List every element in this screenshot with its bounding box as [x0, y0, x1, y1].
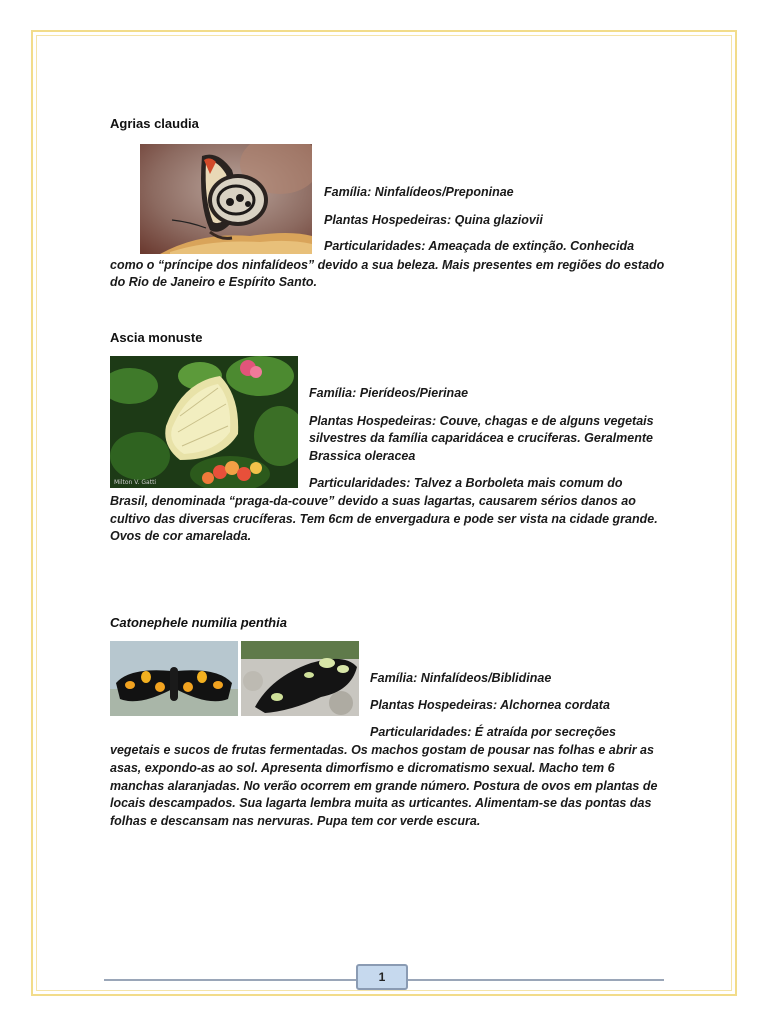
plantas-agrias-line-1: Plantas Hospedeiras: Quina glaziovii: [324, 213, 543, 227]
partic-catonephele-line-2: vegetais e sucos de frutas fermentadas. Os machos gostam de pousar nas folhas e abrir as: [110, 743, 654, 757]
partic-agrias-line-1: Particularidades: Ameaçada de extinção. Conhecida: [324, 239, 635, 253]
plantas-catonephele-line-1: Plantas Hospedeiras: Alchornea cordata: [370, 698, 610, 712]
plantas-ascia-line-3: Brassica oleracea: [309, 449, 416, 463]
partic-ascia-line-3: cultivo das diversas crucíferas. Tem 6cm de envergadura e pode ser vista na cidade grande.: [110, 512, 658, 526]
partic-ascia-line-2: Brasil, denominada “praga-da-couve” devido a suas lagartas, causarem sérios danos ao: [110, 494, 636, 508]
butterfly-agrias-illustration: [140, 144, 312, 254]
plantas-ascia-line-2: silvestres da família caparidácea e cruciferas. Geralmente: [309, 431, 653, 445]
photo-ascia-monuste: [110, 356, 298, 488]
familia-catonephele: Família: Ninfalídeos/Biblidinae: [370, 671, 552, 685]
species-title-ascia-monuste: Ascia monuste: [110, 330, 203, 345]
photo-agrias-claudia: [140, 144, 312, 254]
partic-catonephele-line-6: folhas e descansam nas nervuras. Pupa tem cor verde escura.: [110, 814, 481, 828]
butterfly-catonephele-female-illustration: [241, 641, 359, 716]
partic-agrias-line-2: como o “príncipe dos ninfalídeos” devido a sua beleza. Mais presentes em regiões do estado: [110, 258, 665, 272]
familia-ascia: Família: Pierídeos/Pierinae: [309, 386, 469, 400]
partic-catonephele-line-5: locais descampados. Sua lagarta lembra muita as urticantes. Alimentam-se das pontas das: [110, 796, 652, 810]
photo-catonephele-male: [110, 641, 238, 716]
page-number: 1: [356, 964, 408, 990]
photo-catonephele-female: [241, 641, 359, 716]
familia-agrias: Família: Ninfalídeos/Preponinae: [324, 185, 514, 199]
plantas-ascia-line-1: Plantas Hospedeiras: Couve, chagas e de alguns vegetais: [309, 414, 654, 428]
partic-agrias-line-3: do Rio de Janeiro e Espírito Santo.: [110, 275, 317, 289]
species-title-agrias-claudia: Agrias claudia: [110, 116, 199, 131]
partic-catonephele-line-3: asas, expondo-as ao sol. Apresenta dimorfismo e dicromatismo sexual. Macho tem 6: [110, 761, 615, 775]
partic-ascia-line-4: Ovos de cor amarelada.: [110, 529, 252, 543]
partic-catonephele-line-1: Particularidades: É atraída por secreções: [370, 725, 616, 739]
butterfly-ascia-illustration: [110, 356, 298, 488]
partic-ascia-line-1: Particularidades: Talvez a Borboleta mais comum do: [309, 476, 623, 490]
photo-credit-ascia: Milton V. Gatti: [114, 479, 157, 486]
partic-catonephele-line-4: manchas alaranjadas. No verão ocorrem em grande número. Postura de ovos em plantas de: [110, 779, 658, 793]
species-title-catonephele: Catonephele numilia penthia: [110, 615, 287, 630]
butterfly-catonephele-male-illustration: [110, 641, 238, 716]
